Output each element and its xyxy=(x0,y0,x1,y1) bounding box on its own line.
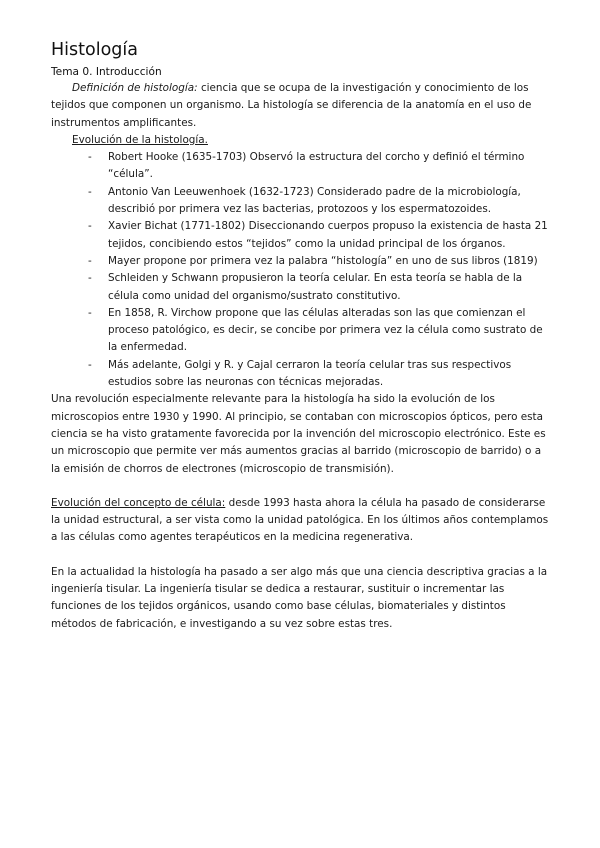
list-item-text: Robert Hooke (1635-1703) Observó la estructura del corcho y definió el término “célula”. xyxy=(108,151,525,181)
list-item xyxy=(51,270,551,305)
cell-concept-paragraph xyxy=(51,495,551,547)
definition-text: ciencia que se ocupa de la investigación y conocimiento de los tejidos que componen un organismo. La histología se diferencia de la anatomía en el uso de instrumentos amplificantes. xyxy=(51,82,532,129)
list-item-text: En 1858, R. Virchow propone que las células alteradas son las que comienzan el proceso patológico, es decir, se concibe por primera vez la célula como sustrato de la enfermedad. xyxy=(108,306,543,354)
spacer xyxy=(51,547,551,564)
definition-paragraph xyxy=(51,80,551,132)
list-item xyxy=(51,357,551,392)
section-subtitle: Tema 0. Introducción xyxy=(51,66,162,78)
dash-marker: - xyxy=(88,358,92,371)
list-item xyxy=(51,218,551,253)
evolution-heading: Evolución de la histología. xyxy=(72,133,208,146)
dash-marker: - xyxy=(88,151,92,164)
document-page xyxy=(51,36,551,633)
list-item-text: Más adelante, Golgi y R. y Cajal cerraron la teoría celular tras sus respectivos estudios sobre las neuronas con técnicas mejoradas. xyxy=(108,358,512,389)
list-item xyxy=(51,305,551,357)
list-item-text: Xavier Bichat (1771-1802) Diseccionando cuerpos propuso la existencia de hasta 21 tejidos, concibiendo estos “tejidos” como la unidad principal de los órganos. xyxy=(108,220,548,250)
dash-marker: - xyxy=(88,185,92,198)
list-item-text: Mayer propone por primera vez la palabra “histología” en uno de sus libros (1819) xyxy=(108,254,538,267)
list-item-text: Schleiden y Schwann propusieron la teoría celular. En esta teoría se habla de la célula como unidad del organismo/sustrato constitutivo. xyxy=(108,272,523,302)
revolution-paragraph: Una revolución especialmente relevante para la histología ha sido la evolución de los microscopios entre 1930 y 1990. Al principio, se contaban con microscopios ópticos, pero esta ciencia se ha visto gratamente favorecida por la invención del microscopio electrónico. Este es un microscopio que permite ver más aumentos gracias al barrido (microscopio de barrido) o a la emisión de chorros de electrones (microscopio de transmisión). xyxy=(51,393,546,475)
current-paragraph: En la actualidad la histología ha pasado a ser algo más que una ciencia descriptiva gracias a la ingeniería tisular. La ingeniería tisular se dedica a restaurar, sustituir o incrementar las funciones de los tejidos orgánicos, usando como base células, biomateriales y distintos métodos de fabricación, e investigando a su vez sobre estas tres. xyxy=(51,565,548,630)
spacer xyxy=(51,478,551,495)
dash-marker: - xyxy=(88,220,92,233)
dash-marker: - xyxy=(88,272,92,285)
list-item xyxy=(51,253,551,270)
evolution-list xyxy=(51,149,551,391)
dash-marker: - xyxy=(88,306,92,319)
cell-concept-text: desde 1993 hasta ahora la célula ha pasado de considerarse la unidad estructural, a ser vista como la unidad patológica. En los últimos años contemplamos a las células como agentes terapéuticos en la medicina regenerativa. xyxy=(51,496,549,544)
cell-concept-heading: Evolución del concepto de célula: xyxy=(51,496,226,509)
list-item-text: Antonio Van Leeuwenhoek (1632-1723) Considerado padre de la microbiología, describió por primera vez las bacterias, protozoos y los espermatozoides. xyxy=(108,185,521,216)
page-title: Histología xyxy=(51,40,138,60)
list-item xyxy=(51,149,551,184)
definition-term: Definición de histología: xyxy=(72,82,198,94)
list-item xyxy=(51,184,551,219)
dash-marker: - xyxy=(88,254,92,267)
